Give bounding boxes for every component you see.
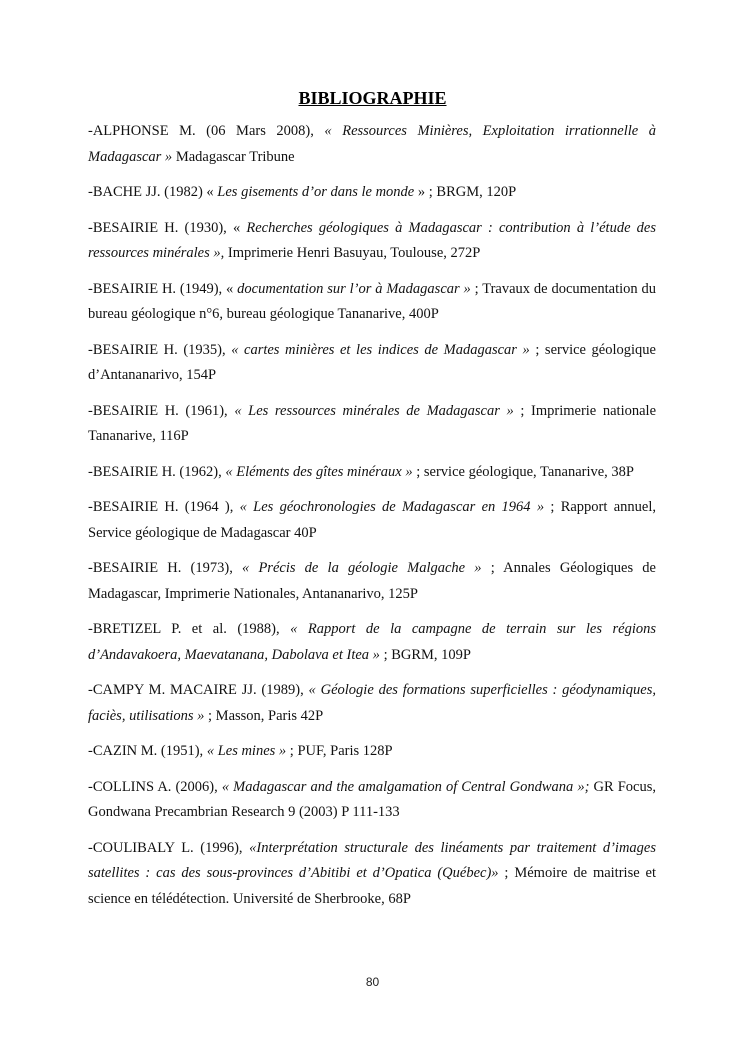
entry-author: -BACHE JJ. (1982) « <box>88 184 218 200</box>
entry-work: «Interprétation structurale des linéaments par traitement d’images satellites : cas des sous-provinces d’Abitibi et d’Opatica (Québec)» <box>88 839 656 881</box>
entry-work: « Précis de la géologie Malgache » <box>242 560 482 576</box>
entry-work: Recherches géologiques à Madagascar : contribution à l’étude des ressources minérales », <box>88 219 656 261</box>
bibliography-entry <box>88 495 656 546</box>
entry-work: « Rapport de la campagne de terrain sur les régions d’Andavakoera, Maevatanana, Dabolava et Itea » <box>88 621 656 663</box>
entry-author: -BESAIRIE H. (1930), « <box>88 219 247 236</box>
entry-work: « Les mines » <box>206 743 287 759</box>
entry-details: ; Imprimerie nationale Tananarive, 116P <box>88 402 656 444</box>
bibliography-entry <box>88 775 656 826</box>
bibliography-entry <box>88 617 656 668</box>
bibliography-entry <box>88 180 656 206</box>
bibliography-entry <box>88 460 656 486</box>
entry-work: documentation sur l’or à Madagascar » <box>237 280 471 297</box>
entry-details: ; BGRM, 109P <box>379 646 471 663</box>
entry-details: Imprimerie Henri Basuyau, Toulouse, 272P <box>224 245 481 261</box>
entry-details: ; Masson, Paris 42P <box>204 707 324 724</box>
bibliography-entry <box>88 836 656 913</box>
entry-author: -CAMPY M. MACAIRE JJ. (1989), <box>88 682 309 698</box>
entry-work: « Ressources Minières, Exploitation irrationnelle à Madagascar » <box>88 123 656 165</box>
entry-author: -COLLINS A. (2006), <box>88 778 222 795</box>
bibliography-entry <box>88 399 656 450</box>
entry-author: -BESAIRIE H. (1964 ), <box>88 499 240 515</box>
entry-details: ; PUF, Paris 128P <box>286 743 393 759</box>
entry-work: « Madagascar and the amalgamation of Central Gondwana »; <box>221 778 590 795</box>
entry-author: -CAZIN M. (1951), <box>88 743 207 759</box>
entry-details: ; Rapport annuel, Service géologique de Madagascar 40P <box>88 499 656 541</box>
entry-details: » ; BRGM, 120P <box>414 184 517 200</box>
entry-author: -BRETIZEL P. et al. (1988), <box>88 621 291 637</box>
entry-author: -COULIBALY L. (1996), <box>88 839 250 856</box>
bibliography-entry <box>88 216 656 267</box>
entry-details: ; Annales Géologiques de Madagascar, Imprimerie Nationales, Antananarivo, 125P <box>88 560 656 602</box>
entry-details: GR Focus, Gondwana Precambrian Research 9 (2003) P 111-133 <box>88 778 656 820</box>
entry-work: « Les géochronologies de Madagascar en 1964 » <box>239 499 545 515</box>
entry-author: -BESAIRIE H. (1961), <box>88 402 235 419</box>
entry-work: Les gisements d’or dans le monde <box>217 184 415 200</box>
entry-details: Madagascar Tribune <box>172 148 295 165</box>
entry-author: -BESAIRIE H. (1962), <box>88 463 226 480</box>
entry-details: ; Mémoire de maitrise et science en télédétection. Université de Sherbrooke, 68P <box>88 865 656 907</box>
bibliography-list <box>88 119 656 922</box>
entry-author: -BESAIRIE H. (1973), <box>88 560 243 576</box>
entry-work: « Eléments des gîtes minéraux » <box>225 463 413 480</box>
bibliography-entry <box>88 739 656 765</box>
entry-work: « Les ressources minérales de Madagascar » <box>234 402 514 419</box>
entry-details: ; Travaux de documentation du bureau géologique n°6, bureau géologique Tananarive, 400P <box>88 280 657 322</box>
entry-details: ; service géologique, Tananarive, 38P <box>412 463 634 480</box>
bibliography-entry <box>88 556 656 607</box>
entry-work: « Géologie des formations superficielles : géodynamiques, faciès, utilisations » <box>88 682 657 724</box>
entry-author: -ALPHONSE M. (06 Mars 2008), <box>88 123 325 139</box>
bibliography-entry <box>88 277 656 328</box>
entry-work: « cartes minières et les indices de Madagascar » <box>231 341 530 358</box>
entry-author: -BESAIRIE H. (1949), « <box>88 280 238 297</box>
bibliography-entry <box>88 338 656 389</box>
entry-details: ; service géologique d’Antananarivo, 154P <box>88 341 656 383</box>
bibliography-entry <box>88 678 656 729</box>
page-title: BIBLIOGRAPHIE <box>298 88 447 108</box>
entry-author: -BESAIRIE H. (1935), <box>88 341 232 358</box>
bibliography-entry <box>88 119 656 170</box>
page-number: 80 <box>365 975 380 989</box>
